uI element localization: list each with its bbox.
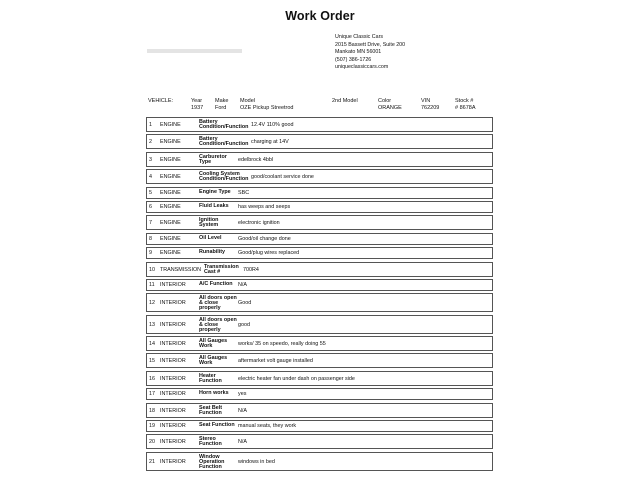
row-number: 7 xyxy=(149,220,152,227)
row-label: Stereo Function xyxy=(199,436,222,448)
company-address xyxy=(335,34,405,72)
table-row xyxy=(146,279,493,291)
row-value: Good xyxy=(238,300,252,307)
row-value: electronic ignition xyxy=(238,220,280,227)
row-value: 12.4V 110% good xyxy=(251,122,294,128)
row-number: 16 xyxy=(149,375,155,382)
row-number: 20 xyxy=(149,439,155,446)
row-value: aftermarket volt gauge installed xyxy=(238,358,313,365)
table-row xyxy=(146,233,493,245)
table-row xyxy=(146,187,493,199)
table-row xyxy=(146,336,493,351)
row-value: electric heater fan under dash on passenger side xyxy=(238,375,355,382)
row-category: ENGINE xyxy=(160,189,181,196)
table-row xyxy=(146,247,493,259)
row-category: INTERIOR xyxy=(160,423,186,430)
row-category: ENGINE xyxy=(160,250,181,257)
table-row xyxy=(146,215,493,230)
row-value: Good/oil change done xyxy=(238,235,291,242)
vehicle-stock-value: # 8678A xyxy=(455,105,476,111)
row-label: Fluid Leaks xyxy=(199,202,229,209)
row-category: ENGINE xyxy=(160,220,181,227)
table-row xyxy=(146,420,493,432)
row-number: 2 xyxy=(149,139,152,146)
row-number: 1 xyxy=(149,122,152,128)
vehicle-year-value: 1937 xyxy=(191,105,204,111)
table-row xyxy=(146,293,493,312)
row-label: Transmission Cast # xyxy=(204,263,239,275)
row-label: Seat Function xyxy=(199,422,235,429)
row-value: charging at 14V xyxy=(251,139,289,146)
row-category: TRANSMISSION xyxy=(160,266,202,273)
row-number: 5 xyxy=(149,189,152,196)
row-label: Horn works xyxy=(199,390,229,397)
row-value: Good/plug wires replaced xyxy=(238,250,300,257)
row-category: ENGINE xyxy=(160,156,181,163)
vehicle-model xyxy=(240,98,294,112)
row-value: has weeps and seeps xyxy=(238,203,291,210)
row-value: manual seats, they work xyxy=(238,423,297,430)
row-category: INTERIOR xyxy=(160,281,186,288)
row-category: INTERIOR xyxy=(160,407,186,414)
vehicle-label: VEHICLE: xyxy=(148,98,174,104)
row-value: windows in bed xyxy=(238,458,275,465)
row-category: ENGINE xyxy=(160,139,181,146)
table-row xyxy=(146,353,493,368)
row-category: INTERIOR xyxy=(160,391,186,398)
row-label: All doors open & close properly xyxy=(199,295,237,312)
row-category: INTERIOR xyxy=(160,300,186,307)
vehicle-color-header: Color xyxy=(378,98,392,104)
row-value: 700R4 xyxy=(243,266,259,273)
vehicle-make xyxy=(215,98,228,112)
table-row xyxy=(146,434,493,449)
vehicle-year-header: Year xyxy=(191,98,203,104)
logo-placeholder xyxy=(147,49,242,53)
row-category: INTERIOR xyxy=(160,358,186,365)
row-number: 6 xyxy=(149,203,152,210)
table-row xyxy=(146,201,493,213)
table-row xyxy=(146,117,493,132)
row-label: Oil Level xyxy=(199,234,222,241)
table-row xyxy=(146,315,493,334)
table-row xyxy=(146,262,493,277)
table-row xyxy=(146,134,493,149)
row-label: Heater Function xyxy=(199,372,222,384)
row-label: Ignition System xyxy=(199,217,219,229)
row-label: All Gauges Work xyxy=(199,338,228,350)
vehicle-model2-header: 2nd Model xyxy=(332,98,358,104)
row-number: 19 xyxy=(149,423,155,430)
vehicle-make-value: Ford xyxy=(215,105,227,111)
table-row xyxy=(146,371,493,386)
row-number: 15 xyxy=(149,358,155,365)
row-value: good/coolant service done xyxy=(251,174,314,181)
row-label: Battery Condition/Function xyxy=(199,136,249,148)
row-category: INTERIOR xyxy=(160,341,186,348)
table-row xyxy=(146,152,493,167)
row-category: INTERIOR xyxy=(160,458,186,465)
vehicle-model2 xyxy=(332,98,358,105)
row-number: 4 xyxy=(149,174,152,181)
row-number: 13 xyxy=(149,321,155,328)
vehicle-vin-header: VIN xyxy=(421,98,431,104)
vehicle-model-value: OZE Pickup Streetrod xyxy=(240,105,294,111)
vehicle-color xyxy=(378,98,402,112)
vehicle-vin xyxy=(421,98,439,112)
row-category: INTERIOR xyxy=(160,439,186,446)
company-phone: (507) 386-1726 xyxy=(335,56,372,63)
row-value: N/A xyxy=(238,439,247,446)
table-row xyxy=(146,169,493,184)
vehicle-make-header: Make xyxy=(215,98,229,104)
vehicle-model-header: Model xyxy=(240,98,255,104)
vehicle-vin-value: 762209 xyxy=(421,105,440,111)
row-number: 8 xyxy=(149,235,152,242)
vehicle-year xyxy=(191,98,203,112)
row-category: ENGINE xyxy=(160,174,181,181)
row-number: 21 xyxy=(149,458,155,465)
table-row xyxy=(146,403,493,418)
table-row xyxy=(146,452,493,471)
row-value: N/A xyxy=(238,407,247,414)
vehicle-color-value: ORANGE xyxy=(378,105,402,111)
row-label: Runability xyxy=(199,249,226,256)
row-label: Battery Condition/Function xyxy=(199,119,249,130)
row-label: All Gauges Work xyxy=(199,355,228,367)
row-number: 17 xyxy=(149,391,155,398)
row-value: N/A xyxy=(238,281,247,288)
company-name: Unique Classic Cars xyxy=(335,34,383,40)
row-category: ENGINE xyxy=(160,122,181,128)
row-label: Engine Type xyxy=(199,188,231,195)
row-number: 11 xyxy=(149,281,155,288)
row-category: ENGINE xyxy=(160,235,181,242)
row-value: SBC xyxy=(238,189,250,196)
row-category: INTERIOR xyxy=(160,375,186,382)
company-website: uniqueclassiccars.com xyxy=(335,64,389,71)
row-number: 9 xyxy=(149,250,152,257)
row-category: INTERIOR xyxy=(160,321,186,328)
page-title: Work Order xyxy=(285,9,355,23)
vehicle-stock-header: Stock # xyxy=(455,98,474,104)
inspection-table xyxy=(146,117,493,473)
row-number: 12 xyxy=(149,300,155,307)
row-number: 3 xyxy=(149,156,152,163)
table-row xyxy=(146,388,493,400)
row-label: Carburetor Type xyxy=(199,153,227,165)
vehicle-stock xyxy=(455,98,476,112)
row-number: 18 xyxy=(149,407,155,414)
company-street: 2015 Bassett Drive, Suite 200 xyxy=(335,41,406,48)
row-label: Window Operation Function xyxy=(199,453,225,470)
company-city: Mankato MN 56001 xyxy=(335,49,382,56)
row-label: All doors open & close properly xyxy=(199,316,237,333)
row-label: Cooling System Condition/Function xyxy=(199,171,249,183)
row-number: 10 xyxy=(149,266,155,273)
row-value: yes xyxy=(238,391,247,398)
row-number: 14 xyxy=(149,341,155,348)
row-value: edelbrock 4bbl xyxy=(238,156,274,163)
row-value: good xyxy=(238,321,250,328)
row-label: Seat Belt Function xyxy=(199,404,223,416)
row-label: A/C Function xyxy=(199,280,233,287)
row-value: works/ 35 on speedo, really doing 55 xyxy=(238,341,326,348)
row-category: ENGINE xyxy=(160,203,181,210)
